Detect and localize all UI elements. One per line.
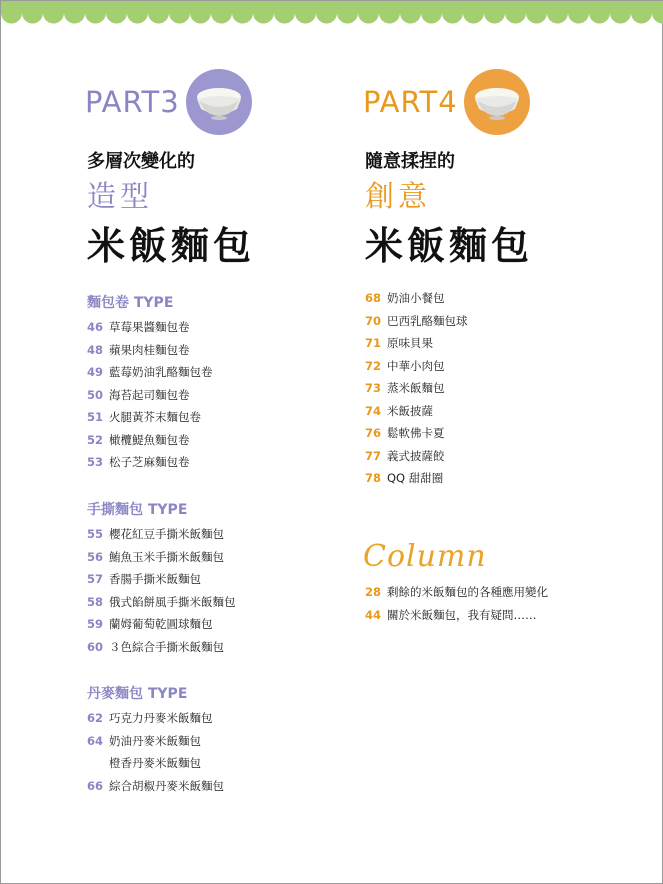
- toc-item[interactable]: [365, 467, 468, 490]
- toc-entry-title: 草莓果醬麵包卷: [109, 320, 190, 335]
- toc-entry-title: 巴西乳酪麵包球: [387, 313, 468, 328]
- toc-entry-title: 海苔起司麵包卷: [109, 387, 190, 402]
- toc-item[interactable]: [87, 339, 213, 362]
- toc-entry-title: 橄欖鯷魚麵包卷: [109, 432, 190, 447]
- toc-item[interactable]: [365, 400, 468, 423]
- part4-title: 米飯麵包: [365, 224, 534, 268]
- toc-item[interactable]: [87, 451, 213, 474]
- rice-bowl-icon: [464, 69, 530, 135]
- toc-entry-title: 松子芝麻麵包卷: [109, 455, 190, 470]
- scalloped-border: [1, 1, 663, 27]
- toc-item[interactable]: [87, 523, 236, 546]
- toc-list-danish: [87, 707, 224, 797]
- toc-entry-title: 櫻花紅豆手撕米飯麵包: [109, 527, 224, 542]
- page-number: 62: [87, 711, 104, 726]
- rice-bowl-image: [186, 69, 252, 135]
- page-number: 53: [87, 455, 104, 470]
- page-number: 77: [365, 448, 382, 463]
- part3-label: PART3: [85, 85, 180, 119]
- part4-subtitle: 隨意揉捏的: [365, 151, 455, 172]
- toc-entry-title: QQ 甜甜圈: [387, 471, 444, 486]
- toc-entry-title: 蒸米飯麵包: [387, 381, 445, 396]
- toc-entry-title: 原味貝果: [387, 336, 433, 351]
- toc-item[interactable]: [87, 361, 213, 384]
- column-title: Column: [363, 539, 487, 574]
- toc-item[interactable]: [87, 429, 213, 452]
- page-number: 76: [365, 426, 382, 441]
- toc-item[interactable]: [365, 332, 468, 355]
- toc-item[interactable]: [365, 581, 548, 604]
- toc-entry-title: 義式披薩餃: [387, 448, 445, 463]
- toc-item[interactable]: [365, 310, 468, 333]
- part3-title: 米飯麵包: [87, 224, 256, 268]
- toc-item[interactable]: [87, 636, 236, 659]
- toc-item[interactable]: [87, 406, 213, 429]
- toc-item[interactable]: [87, 730, 224, 753]
- section-title-pull-apart: 手撕麵包 TYPE: [87, 502, 188, 518]
- page-number: 49: [87, 365, 104, 380]
- page-number: 59: [87, 617, 104, 632]
- part3-header: [85, 69, 252, 135]
- toc-item[interactable]: [87, 591, 236, 614]
- part4-accent: 創意: [365, 179, 432, 213]
- toc-entry-title: 鮪魚玉米手撕米飯麵包: [109, 549, 224, 564]
- page-number: 58: [87, 594, 104, 609]
- toc-entry-title: 奶油丹麥米飯麵包: [109, 733, 201, 748]
- toc-entry-title: 奶油小餐包: [387, 291, 445, 306]
- toc-entry-title: 火腿黃芥末麵包卷: [109, 410, 201, 425]
- section-title-roll: 麵包卷 TYPE: [87, 295, 174, 311]
- toc-item[interactable]: [365, 377, 468, 400]
- toc-entry-title: 巧克力丹麥米飯麵包: [109, 711, 213, 726]
- toc-item[interactable]: [87, 752, 224, 775]
- toc-entry-title: 藍莓奶油乳酪麵包卷: [109, 365, 213, 380]
- toc-entry-title: 香腸手撕米飯麵包: [109, 572, 201, 587]
- toc-item[interactable]: [365, 604, 548, 627]
- page-number: 64: [87, 733, 104, 748]
- page-number: 46: [87, 320, 104, 335]
- page-number: 70: [365, 313, 382, 328]
- toc-entry-title: 中華小肉包: [387, 358, 445, 373]
- toc-list-pull-apart: [87, 523, 236, 658]
- toc-list-roll: [87, 316, 213, 474]
- toc-list-column: [365, 581, 548, 626]
- toc-entry-title: ３色綜合手撕米飯麵包: [109, 639, 224, 654]
- rice-bowl-image-2: [464, 69, 530, 135]
- page-number: 66: [87, 778, 104, 793]
- toc-entry-title: 剩餘的米飯麵包的各種應用變化: [387, 585, 548, 600]
- toc-item[interactable]: [365, 287, 468, 310]
- part3-subtitle: 多層次變化的: [87, 151, 195, 172]
- toc-item[interactable]: [87, 316, 213, 339]
- page-number: 60: [87, 639, 104, 654]
- part3-accent: 造型: [87, 179, 154, 213]
- part4-header: [363, 69, 530, 135]
- toc-entry-title: 俄式餡餅風手撕米飯麵包: [109, 594, 236, 609]
- toc-item[interactable]: [87, 613, 236, 636]
- page-number: 55: [87, 527, 104, 542]
- page-number: 48: [87, 342, 104, 357]
- page-number: 71: [365, 336, 382, 351]
- toc-item[interactable]: [87, 707, 224, 730]
- page-number: 28: [365, 585, 382, 600]
- toc-item[interactable]: [365, 355, 468, 378]
- page-number: 74: [365, 403, 382, 418]
- page-number: 50: [87, 387, 104, 402]
- toc-entry-title: 蘋果肉桂麵包卷: [109, 342, 190, 357]
- page-number: 68: [365, 291, 382, 306]
- toc-list-part4: [365, 287, 468, 490]
- toc-entry-title: 綜合胡椒丹麥米飯麵包: [109, 778, 224, 793]
- rice-bowl-icon: [186, 69, 252, 135]
- toc-entry-title: 鬆軟佛卡夏: [387, 426, 445, 441]
- toc-entry-title: 蘭姆葡萄乾圓球麵包: [109, 617, 213, 632]
- toc-item[interactable]: [87, 568, 236, 591]
- page-number: 57: [87, 572, 104, 587]
- toc-entry-title: 關於米飯麵包，我有疑問……: [387, 607, 537, 622]
- page-number: 73: [365, 381, 382, 396]
- page-number: 78: [365, 471, 382, 486]
- toc-entry-title: 米飯披薩: [387, 403, 433, 418]
- page-number: 51: [87, 410, 104, 425]
- part4-label: PART4: [363, 85, 458, 119]
- page-number: 72: [365, 358, 382, 373]
- section-title-danish: 丹麥麵包 TYPE: [87, 686, 188, 702]
- toc-entry-title: 橙香丹麥米飯麵包: [109, 756, 201, 771]
- toc-item[interactable]: [365, 422, 468, 445]
- toc-item[interactable]: [87, 546, 236, 569]
- page-number: 44: [365, 607, 382, 622]
- toc-item[interactable]: [87, 384, 213, 407]
- page-number: 52: [87, 432, 104, 447]
- toc-item[interactable]: [365, 445, 468, 468]
- toc-item[interactable]: [87, 775, 224, 798]
- page-number: 56: [87, 549, 104, 564]
